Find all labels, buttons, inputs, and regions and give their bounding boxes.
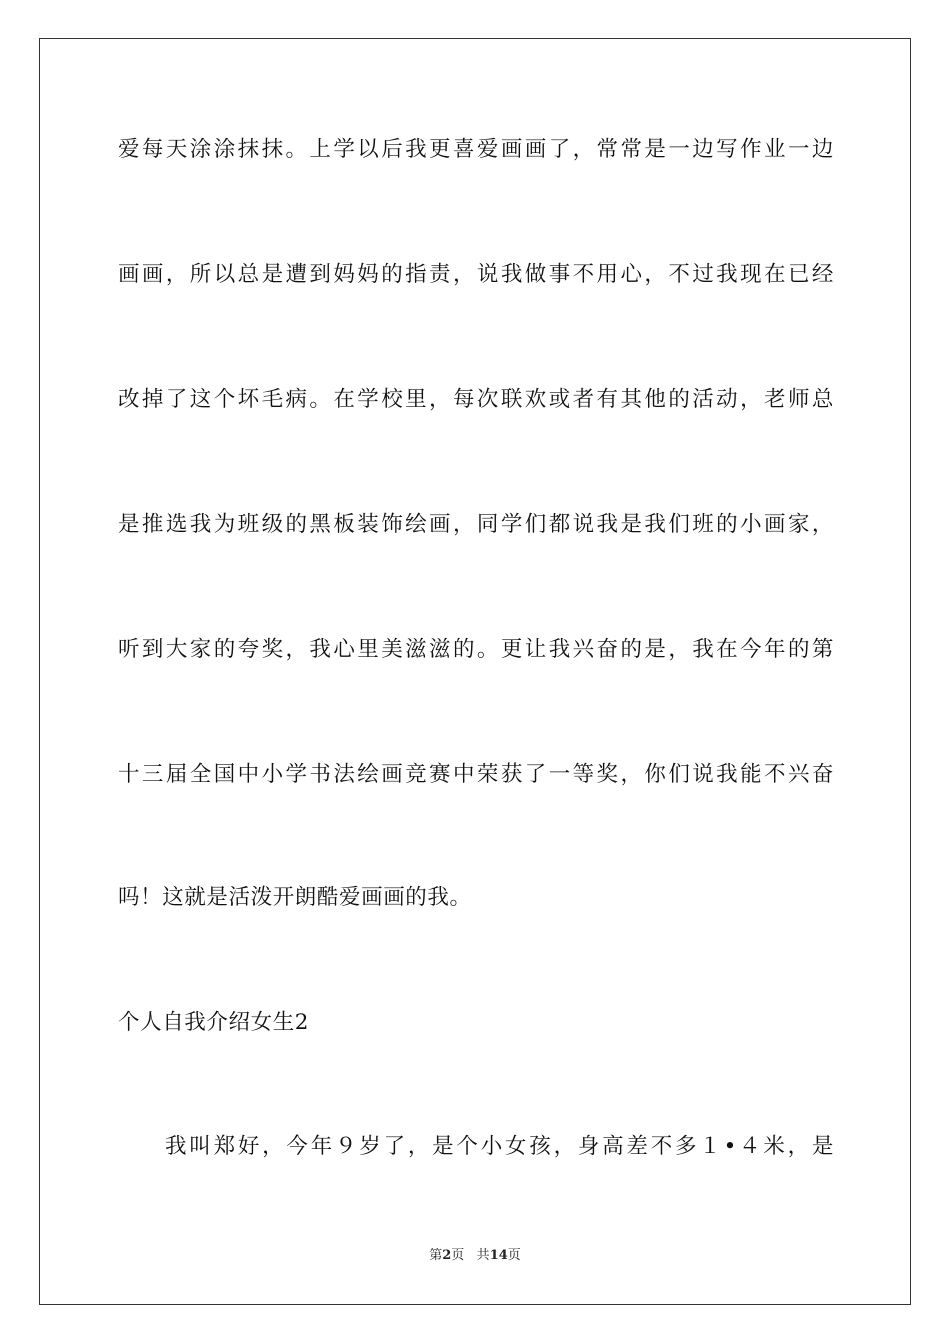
footer-total-number: 14 <box>489 1248 508 1263</box>
page-border <box>39 38 911 1305</box>
body-line-6: 十三届全国中小学书法绘画竞赛中荣获了一等奖，你们说我能不兴奋 <box>118 762 834 787</box>
body-line-2: 画画，所以总是遭到妈妈的指责，说我做事不用心，不过我现在已经 <box>118 262 834 287</box>
page-footer <box>0 1246 950 1266</box>
footer-total-suffix: 页 <box>507 1248 521 1263</box>
footer-page-suffix: 页 <box>451 1248 465 1263</box>
footer-total-prefix: 共 <box>476 1248 490 1263</box>
section-heading: 个人自我介绍女生2 <box>118 1010 310 1035</box>
footer-page-prefix: 第 <box>429 1248 443 1263</box>
body-line-7: 吗！这就是活泼开朗酷爱画画的我。 <box>118 885 472 910</box>
body-line-1: 爱每天涂涂抹抹。上学以后我更喜爱画画了，常常是一边写作业一边 <box>118 137 834 162</box>
paragraph-first-line: 我叫郑好，今年９岁了，是个小女孩，身高差不多１•４米，是 <box>165 1134 834 1159</box>
body-line-4: 是推选我为班级的黑板装饰绘画，同学们都说我是我们班的小画家， <box>118 512 834 537</box>
body-line-5: 听到大家的夸奖，我心里美滋滋的。更让我兴奋的是，我在今年的第 <box>118 637 834 662</box>
footer-page-number: 2 <box>442 1248 452 1263</box>
body-line-3: 改掉了这个坏毛病。在学校里，每次联欢或者有其他的活动，老师总 <box>118 387 834 412</box>
